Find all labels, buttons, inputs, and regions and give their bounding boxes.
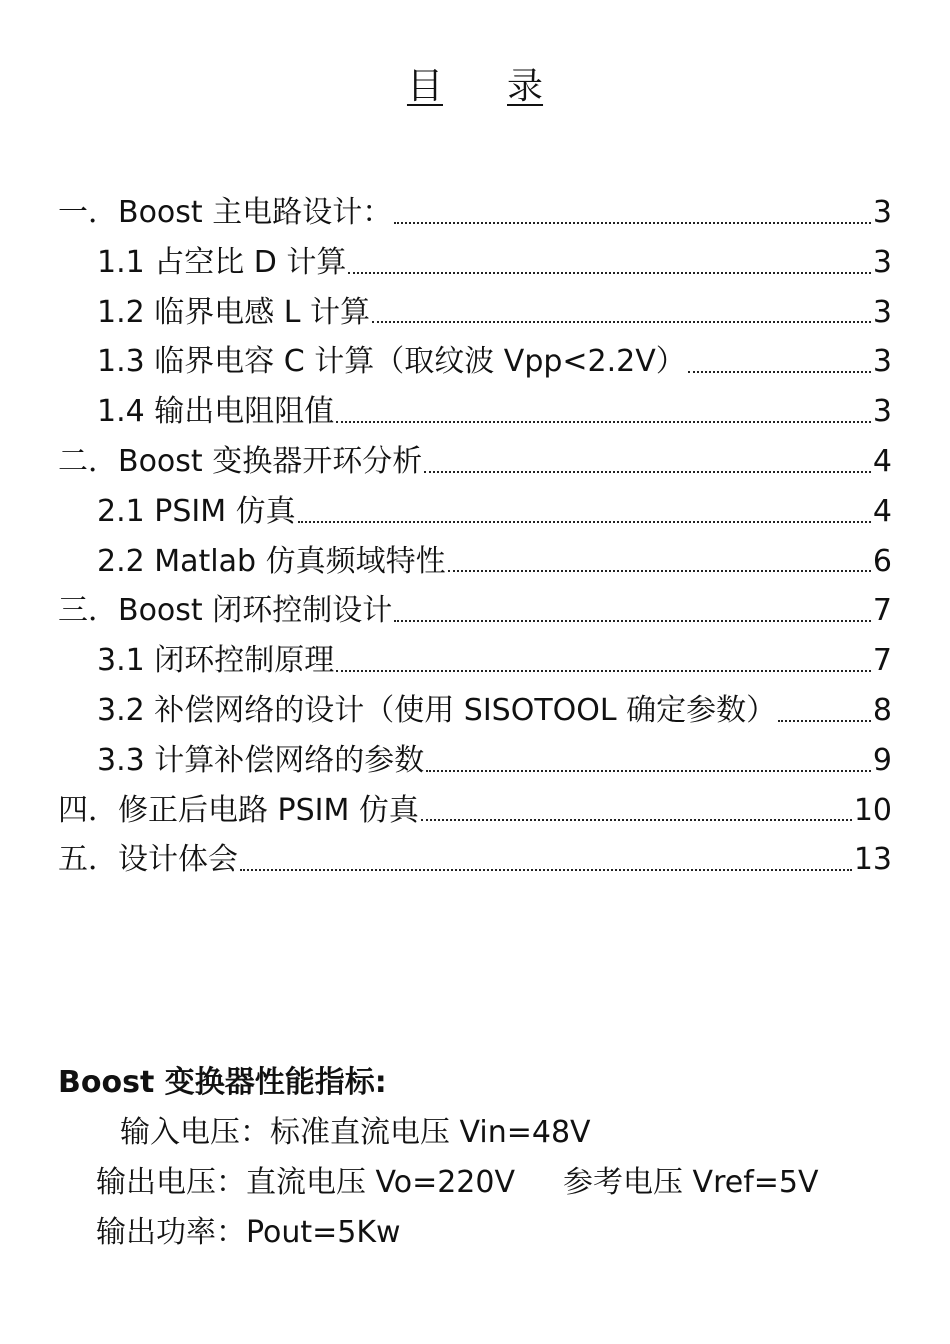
toc-entry[interactable] <box>58 487 892 537</box>
toc-dot-leader <box>240 835 852 885</box>
toc-dot-leader <box>448 537 871 587</box>
toc-dot-leader <box>426 736 871 786</box>
toc-entry-label: 2.2 Matlab 仿真频域特性 <box>97 543 446 579</box>
toc-entry-page: 4 <box>872 493 892 529</box>
output-power-line: 输出功率：Pout=5Kw <box>96 1215 401 1250</box>
toc-entry-page: 13 <box>853 842 892 878</box>
toc-entry-label: 三．Boost 闭环控制设计 <box>58 593 393 629</box>
toc-dot-leader <box>298 487 871 537</box>
toc-entry-page: 7 <box>872 643 892 679</box>
toc-entry-page: 3 <box>872 244 892 280</box>
toc-entry-label: 1.1 占空比 D 计算 <box>97 244 347 280</box>
toc-entry-page: 7 <box>872 593 892 629</box>
toc-entry-label: 2.1 PSIM 仿真 <box>97 493 296 529</box>
toc-title-right: 录 <box>507 66 544 107</box>
toc-entry[interactable] <box>58 786 892 836</box>
toc-entry-label: 一．Boost 主电路设计： <box>58 195 393 230</box>
output-voltage-text: 输出电压：直流电压 Vo=220V <box>96 1165 516 1200</box>
input-voltage-line: 输入电压：标准直流电压 Vin=48V <box>120 1115 591 1150</box>
toc-entry[interactable] <box>58 686 892 736</box>
toc-entry[interactable] <box>58 238 892 288</box>
toc-dot-leader <box>778 686 871 736</box>
toc-entry-label: 3.3 计算补偿网络的参数 <box>97 742 425 778</box>
spec-heading: Boost 变换器性能指标: <box>58 1065 387 1100</box>
toc-entry[interactable] <box>58 835 892 885</box>
toc-entry[interactable] <box>58 188 892 238</box>
toc-dot-leader <box>424 437 871 487</box>
toc-dot-leader <box>336 387 871 437</box>
toc-entry[interactable] <box>58 288 892 338</box>
toc-entry-page: 6 <box>872 543 892 579</box>
toc-dot-leader <box>372 288 871 338</box>
toc-dot-leader <box>336 636 871 686</box>
toc-entry-page: 3 <box>872 195 892 230</box>
toc-entry-label: 1.4 输出电阻阻值 <box>97 394 335 430</box>
output-voltage-line <box>58 1158 908 1208</box>
toc-dot-leader <box>688 337 871 387</box>
toc-entry[interactable] <box>58 736 892 786</box>
toc-entry[interactable] <box>58 437 892 487</box>
toc-entry[interactable] <box>58 387 892 437</box>
toc-entry[interactable] <box>58 586 892 636</box>
toc-entry-page: 3 <box>872 294 892 330</box>
toc-dot-leader <box>394 586 871 636</box>
toc-entry-label: 1.2 临界电感 L 计算 <box>97 294 371 330</box>
toc-entry-label: 3.2 补偿网络的设计（使用 SISOTOOL 确定参数） <box>97 692 777 728</box>
toc-entry-label: 四．修正后电路 PSIM 仿真 <box>58 792 419 828</box>
toc-entry-page: 8 <box>872 692 892 728</box>
reference-voltage-text: 参考电压 Vref=5V <box>563 1165 819 1200</box>
toc-dot-leader <box>348 238 870 288</box>
toc-entry-page: 10 <box>853 792 892 828</box>
toc-title-left: 目 <box>406 66 443 107</box>
toc-entry-label: 1.3 临界电容 C 计算（取纹波 Vpp<2.2V） <box>97 344 686 380</box>
toc-title-underlined <box>407 66 543 107</box>
toc-entry-label: 3.1 闭环控制原理 <box>97 643 335 679</box>
toc-entry-label: 五．设计体会 <box>58 842 238 878</box>
toc-entry-page: 3 <box>872 344 892 380</box>
toc-entry[interactable] <box>58 636 892 686</box>
toc-entry-page: 4 <box>872 443 892 479</box>
toc-entry-page: 9 <box>872 742 892 778</box>
toc-entry-label: 二．Boost 变换器开环分析 <box>58 443 423 479</box>
toc-title <box>0 62 950 112</box>
toc-dot-leader <box>421 786 852 836</box>
toc-entry[interactable] <box>58 537 892 587</box>
performance-spec-section <box>58 1058 908 1258</box>
table-of-contents <box>58 188 892 885</box>
toc-entry[interactable] <box>58 337 892 387</box>
toc-dot-leader <box>394 188 871 238</box>
toc-entry-page: 3 <box>872 394 892 430</box>
